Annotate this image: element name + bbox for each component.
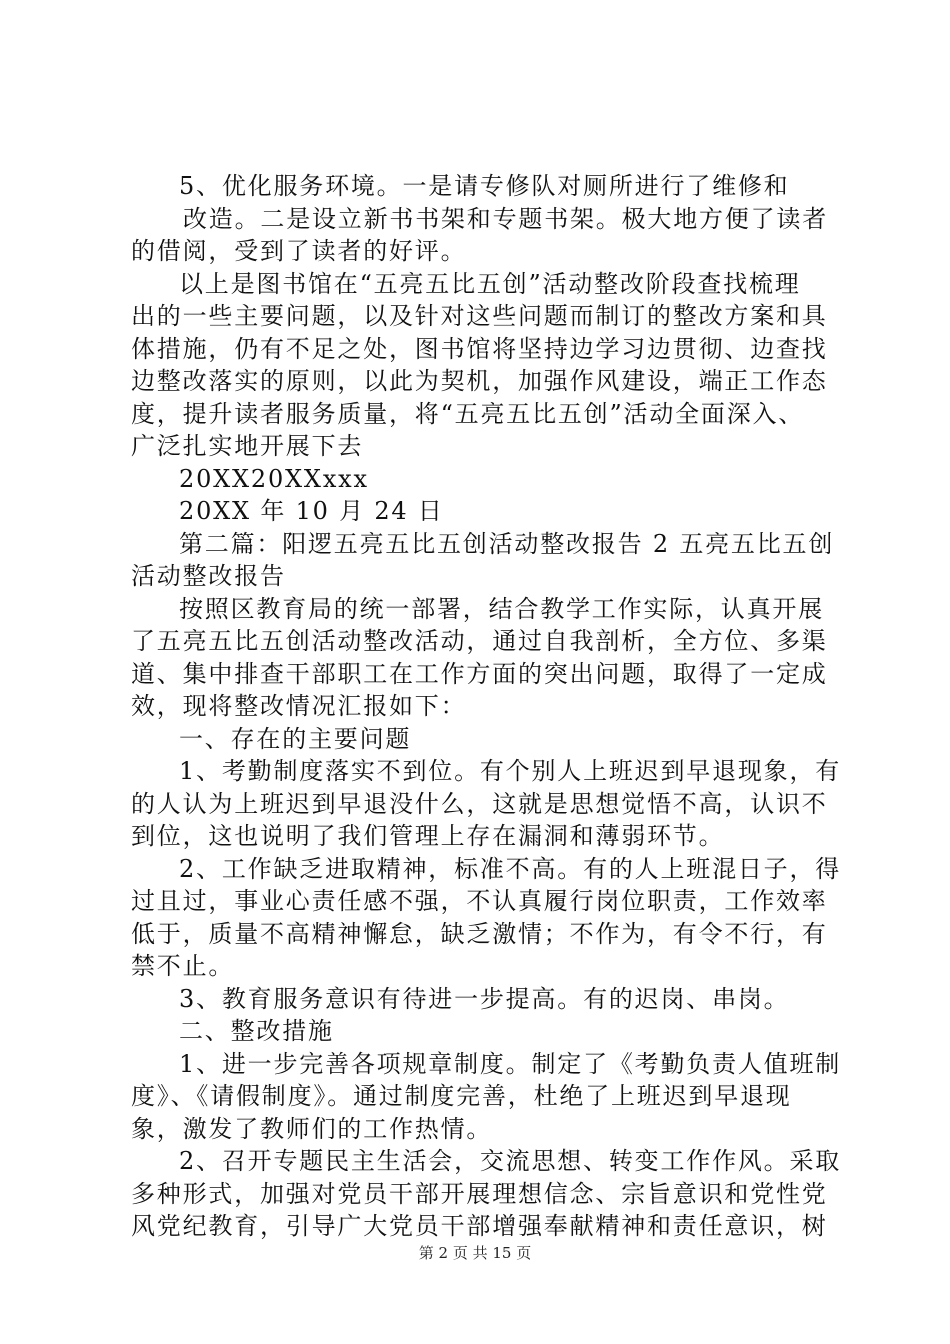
paragraph-line: 的人认为上班迟到早退没什么，这就是思想觉悟不高，认识不 [131,789,828,818]
paragraph-line: 1、进一步完善各项规章制度。制定了《考勤负责人值班制 [179,1049,842,1078]
paragraph-line: 边整改落实的原则，以此为契机，加强作风建设，端正工作态 [131,367,828,395]
paragraph-line: 以上是图书馆在“五亮五比五创”活动整改阶段查找梳理 [179,269,801,298]
paragraph-line: 广泛扎实地开展下去 [131,432,364,460]
paragraph-line: 过且过，事业心责任感不强，不认真履行岗位职责，工作效率 [131,887,828,915]
subheading: 一、存在的主要问题 [179,724,412,753]
paragraph-line: 到位，这也说明了我们管理上存在漏洞和薄弱环节。 [131,822,725,850]
paragraph-line: 改造。二是设立新书书架和专题书架。极大地方便了读者 [183,204,828,233]
paragraph-line: 禁不止。 [131,952,235,980]
subheading: 二、整改措施 [179,1017,334,1045]
paragraph-line: 了五亮五比五创活动整改活动，通过自我剖析，全方位、多渠 [131,627,828,655]
paragraph-line: 2、召开专题民主生活会，交流思想、转变工作作风。采取 [179,1147,842,1175]
paragraph-line: 象，激发了教师们的工作热情。 [131,1114,493,1143]
page-number: 第 2 页 共 15 页 [418,1244,532,1262]
paragraph-line: 按照区教育局的统一部署，结合教学工作实际，认真开展 [179,594,824,623]
signature-line: 20XX20XXxxx [179,464,369,493]
paragraph-line: 出的一些主要问题，以及针对这些问题而制订的整改方案和具 [131,302,828,330]
paragraph-line: 3、教育服务意识有待进一步提高。有的迟岗、串岗。 [179,984,790,1013]
document-body [131,170,842,1243]
paragraph-line: 1、考勤制度落实不到位。有个别人上班迟到早退现象，有 [179,757,842,785]
paragraph-line: 度》、《请假制度》。通过制度完善，杜绝了上班迟到早退现 [131,1082,792,1110]
paragraph-line: 度，提升读者服务质量，将“五亮五比五创”活动全面深入、 [131,399,805,428]
date-line: 20XX 年 10 月 24 日 [179,497,444,525]
paragraph-line: 多种形式，加强对党员干部开展理想信念、宗旨意识和党性党 [131,1179,828,1208]
paragraph-line: 5、优化服务环境。一是请专修队对厕所进行了维修和 [179,172,790,200]
paragraph-line: 道、集中排查干部职工在工作方面的突出问题，取得了一定成 [131,659,828,688]
paragraph-line: 风党纪教育，引导广大党员干部增强奉献精神和责任意识，树 [131,1212,828,1240]
section-heading: 第二篇：阳逻五亮五比五创活动整改报告 2 五亮五比五创 [179,529,835,558]
paragraph-line: 的借阅，受到了读者的好评。 [131,237,467,265]
paragraph-line: 效，现将整改情况汇报如下： [131,692,467,720]
paragraph-line: 体措施，仍有不足之处，图书馆将坚持边学习边贯彻、边查找 [131,334,828,363]
paragraph-line: 2、工作缺乏进取精神，标准不高。有的人上班混日子，得 [179,854,842,883]
section-heading: 活动整改报告 [131,562,286,590]
paragraph-line: 低于，质量不高精神懈怠，缺乏激情；不作为，有令不行，有 [131,919,828,948]
page-footer [0,1243,950,1263]
